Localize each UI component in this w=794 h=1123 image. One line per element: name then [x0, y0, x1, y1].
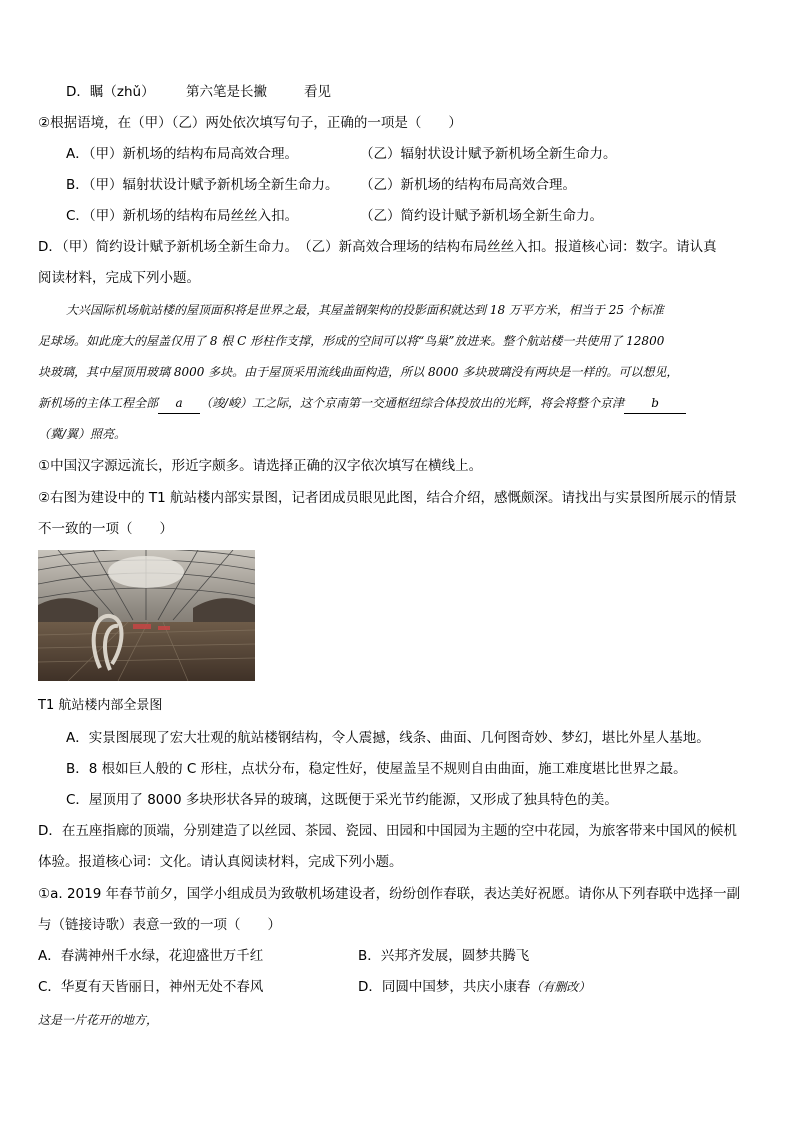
option-c-line: [66, 206, 603, 226]
question-2-stem: ②根据语境，在（甲）（乙）两处依次填写句子，正确的一项是（ ）: [38, 115, 462, 131]
option-a-line: [66, 144, 617, 164]
answer-b: B．8 根如巨人般的 C 形柱，点状分布，稳定性好，使屋盖呈不规则自由曲面，施工难度堪比世界之最。: [66, 761, 687, 777]
option-c-yi: （乙）简约设计赋予新机场全新生命力。: [360, 208, 603, 224]
option-d-line: [66, 82, 331, 102]
option-a-yi: （乙）辐射状设计赋予新机场全新生命力。: [360, 146, 617, 162]
couplet-question-cont: 与（链接诗歌）表意一致的一项（ ）: [38, 917, 281, 933]
passage-line-4: [38, 393, 686, 414]
couplet-a: A．春满神州千水绿，花迎盛世万千红: [38, 948, 264, 964]
option-d-stroke: 第六笔是长撇: [186, 84, 267, 100]
poem-line: 这是一片花开的地方，: [38, 1013, 159, 1027]
option-b-line: [66, 175, 576, 195]
answer-d-cont: 体验。报道核心词：文化。请认真阅读材料，完成下列小题。: [38, 854, 403, 870]
option-a-jia: A．（甲）新机场的结构布局高效合理。: [66, 146, 298, 162]
couplet-b: B．兴邦齐发展，圆梦共腾飞: [358, 948, 530, 964]
answer-a: A．实景图展现了宏大壮观的航站楼钢结构，令人震撼，线条、曲面、几何图奇妙、梦幻，堪比外星人基地。: [66, 730, 710, 746]
option-b-yi: （乙）新机场的结构布局高效合理。: [360, 177, 576, 193]
passage-line-5: （冀/翼）照亮。: [38, 427, 127, 441]
passage-line-1: 大兴国际机场航站楼的屋顶面积将是世界之最，其屋盖钢架构的投影面积就达到 18 万平方米，相当于 25 个标准: [66, 303, 664, 317]
sub-question-1: ①中国汉字源远流长，形近字颇多。请选择正确的汉字依次填写在横线上。: [38, 458, 483, 474]
passage-line-3: 块玻璃，其中屋顶用玻璃 8000 多块。由于屋顶采用流线曲面构造，所以 8000 多块玻璃没有两块是一样的。可以想见，: [38, 365, 679, 379]
passage-line-2: 足球场。如此庞大的屋盖仅用了 8 根 C 形柱作支撑，形成的空间可以将“鸟巢”放进来。整个航站楼一共使用了 12800: [38, 334, 665, 348]
couplet-cd-line: [38, 977, 590, 997]
option-d2-line: D．（甲）简约设计赋予新机场全新生命力。 （乙）新高效合理场的结构布局丝丝入扣。报道核心词：数字。请认真: [38, 239, 717, 255]
passage-line-4-mid: （竣/峻）工之际，这个京南第一交通枢纽综合体投放出的光辉，将会将整个京津: [200, 396, 625, 410]
sub-question-2: ②右图为建设中的 T1 航站楼内部实景图，记者团成员眼见此图，结合介绍，感慨颇深。请找出与实景图所展示的情景: [38, 490, 738, 506]
couplet-ab-line: [38, 946, 529, 966]
option-b-jia: B．（甲）辐射状设计赋予新机场全新生命力。: [66, 177, 339, 193]
couplet-d: D．同圆中国梦，共庆小康春: [358, 979, 531, 995]
photo-caption: T1 航站楼内部全景图: [38, 698, 163, 713]
answer-d: D．在五座指廊的顶端，分别建造了以丝园、茶园、瓷园、田园和中国园为主题的空中花园，为旅客带来中国风的候机: [38, 823, 737, 839]
couplet-question: ①a. 2019 年春节前夕，国学小组成员为致敬机场建设者，纷纷创作春联，表达美好祝愿。请你从下列春联中选择一副: [38, 886, 741, 902]
passage-line-4-start: 新机场的主体工程全部: [38, 396, 159, 410]
blank-a[interactable]: a: [158, 393, 200, 414]
couplet-d-note: （有删改）: [530, 980, 591, 994]
sub-question-2-cont: 不一致的一项（ ）: [38, 521, 173, 537]
terminal-interior-photo: [38, 550, 255, 681]
answer-c: C．屋顶用了 8000 多块形状各异的玻璃，这既便于采光节约能源，又形成了独具特色的美。: [66, 792, 618, 808]
blank-b[interactable]: b: [624, 393, 686, 414]
option-c-jia: C．（甲）新机场的结构布局丝丝入扣。: [66, 208, 299, 224]
option-d2-line-cont: 阅读材料，完成下列小题。: [38, 270, 200, 286]
option-d-word: 看见: [304, 84, 331, 100]
option-d-char: D．瞩（zhǔ）: [66, 84, 155, 100]
couplet-c: C．华夏有天皆丽日，神州无处不春风: [38, 979, 264, 995]
